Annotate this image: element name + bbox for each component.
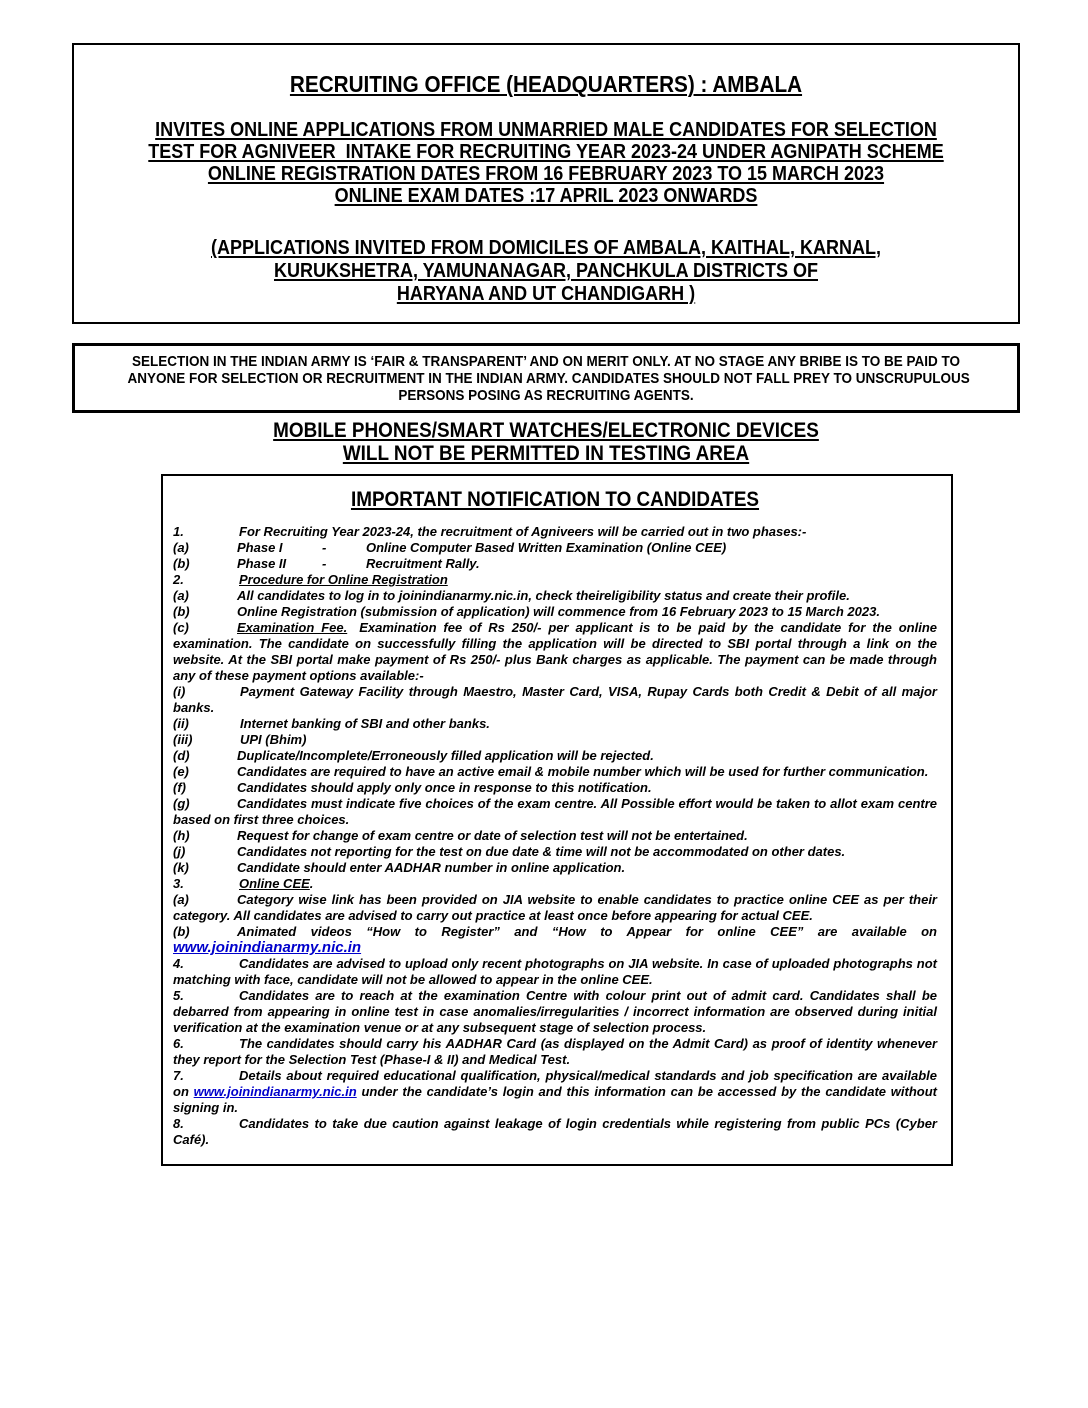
fair-notice-line: ANYONE FOR SELECTION OR RECRUITMENT IN THE INDIAN ARMY. CANDIDATES SHOULD NOT FALL PREY TO UNSCRUPULOUS [127, 370, 970, 387]
fair-selection-notice-box [72, 343, 1020, 413]
mobile-warning-line: WILL NOT BE PERMITTED IN TESTING AREA [342, 442, 750, 465]
para-label: (h) [173, 828, 190, 843]
para-text: Duplicate/Incomplete/Erroneously filled application will be rejected. [237, 748, 654, 763]
payment-option [173, 684, 937, 716]
item-number: 1. [173, 524, 184, 539]
mobile-warning [72, 419, 1020, 465]
para-text: Candidate should enter AADHAR number in online application. [237, 860, 626, 875]
domicile-line: HARYANA AND UT CHANDIGARH ) [396, 283, 696, 305]
phase-row [173, 540, 937, 556]
para-text: Payment Gateway Facility through Maestro, Master Card, VISA, Rupay Cards both Credit & Debit of all major banks. [173, 684, 937, 715]
phase-desc: Recruitment Rally. [366, 556, 480, 571]
item-2-para-g [173, 796, 937, 828]
para-text: UPI (Bhim) [240, 732, 307, 747]
notification-box [161, 474, 953, 1166]
phase-desc: Online Computer Based Written Examination (Online CEE) [366, 540, 727, 555]
para-text: Candidates must indicate five choices of the exam centre. All Possible effort would be taken to allot exam centre based on first three choices. [173, 796, 937, 827]
item-1-text: For Recruiting Year 2023-24, the recruitment of Agniveers will be carried out in two phases:- [239, 524, 807, 539]
para-label: (e) [173, 764, 189, 779]
phase-name: Phase II [237, 556, 287, 571]
item-3-heading [173, 876, 937, 892]
para-label: (f) [173, 780, 186, 795]
item-2-para-c [173, 620, 937, 684]
item-6 [173, 1036, 937, 1068]
para-label: (ii) [173, 716, 189, 731]
invitation-line: TEST FOR AGNIVEER INTAKE FOR RECRUITING YEAR 2023-24 UNDER AGNIPATH SCHEME [148, 141, 944, 163]
para-label: (b) [173, 556, 190, 571]
phase-dash: - [322, 556, 327, 571]
item-2-para-b [173, 604, 937, 620]
phase-name: Phase I [237, 540, 283, 555]
item-number: 7. [173, 1068, 184, 1083]
item-3-link-line [173, 940, 937, 956]
item-2-para-k [173, 860, 937, 876]
item-number: 3. [173, 876, 184, 891]
item-number: 8. [173, 1116, 184, 1131]
para-text: Category wise link has been provided on JIA website to enable candidates to practice online CEE as per their category. All candidates are advised to carry out practice at least once before appearing for actual CEE. [173, 892, 937, 923]
item-number: 2. [173, 572, 184, 587]
para-text: Candidates should apply only once in response to this notification. [237, 780, 652, 795]
para-text: The candidates should carry his AADHAR Card (as displayed on the Admit Card) as proof of identity whenever they report for the Selection Test (Phase-I & II) and Medical Test. [173, 1036, 937, 1067]
notification-heading-text: IMPORTANT NOTIFICATION TO CANDIDATES [350, 488, 760, 511]
para-label: (d) [173, 748, 190, 763]
item-7 [173, 1068, 937, 1116]
item-2-para-j [173, 844, 937, 860]
para-label: (i) [173, 684, 186, 699]
para-text: Examination fee of Rs 250/- per applicant is to be paid by the candidate for the online examination. The candidate on successfully filling the application will be directed to SBI portal through a link on the website. At the SBI portal make payment of Rs 250/- plus Bank charges as applicable. The payment can be made through any of these payment options available:- [173, 620, 938, 683]
mobile-warning-line: MOBILE PHONES/SMART WATCHES/ELECTRONIC DEVICES [273, 419, 819, 442]
join-indian-army-link[interactable]: www.joinindianarmy.nic.in [173, 939, 362, 956]
item-number: 5. [173, 988, 184, 1003]
item-2-heading [173, 572, 937, 588]
para-label: (a) [173, 892, 189, 907]
phase-dash: - [322, 540, 327, 555]
para-label: (a) [173, 540, 189, 555]
para-text: under the candidate’s login and this information can be accessed by the candidate without signing in. [173, 1084, 937, 1115]
para-text: Candidates are required to have an active email & mobile number which will be used for further communication. [237, 764, 929, 779]
item-4 [173, 956, 937, 988]
invitation-line: ONLINE EXAM DATES :17 APRIL 2023 ONWARDS [334, 185, 758, 207]
para-text: Candidates not reporting for the test on due date & time will not be accommodated on other dates. [237, 844, 846, 859]
invitation-line: ONLINE REGISTRATION DATES FROM 16 FEBRUARY 2023 TO 15 MARCH 2023 [207, 163, 885, 185]
para-label: (iii) [173, 732, 193, 747]
invitation-paragraph [76, 119, 1016, 207]
invitation-line: INVITES ONLINE APPLICATIONS FROM UNMARRIED MALE CANDIDATES FOR SELECTION [155, 119, 937, 141]
para-text: Candidates are advised to upload only recent photographs on JIA website. In case of uploaded photographs not matching with face, candidate will not be allowed to appear in the online CEE. [173, 956, 937, 987]
para-text: All candidates to log in to joinindianarmy.nic.in, check theireligibility status and create their profile. [237, 588, 850, 603]
item-5 [173, 988, 937, 1036]
join-indian-army-link[interactable]: www.joinindianarmy.nic.in [193, 1084, 357, 1099]
payment-option [173, 716, 937, 732]
header-box [72, 43, 1020, 324]
phase-row [173, 556, 937, 572]
item-2-para-f [173, 780, 937, 796]
payment-option [173, 732, 937, 748]
para-text: Online Registration (submission of application) will commence from 16 February 2023 to 15 March 2023. [237, 604, 880, 619]
domicile-line: KURUKSHETRA, YAMUNANAGAR, PANCHKULA DISTRICTS OF [273, 260, 818, 282]
para-text: Internet banking of SBI and other banks. [240, 716, 490, 731]
procedure-heading-text: Procedure for Online Registration [239, 572, 448, 587]
para-label: (c) [173, 620, 189, 635]
page-title [76, 71, 1016, 97]
item-number: 6. [173, 1036, 184, 1051]
domicile-line: (APPLICATIONS INVITED FROM DOMICILES OF AMBALA, KAITHAL, KARNAL, [211, 237, 881, 259]
para-text: Candidates are to reach at the examination Centre with colour print out of admit card. Candidates shall be debarred from appearing in online test in case anomalies/irregularities / incorrect information are observed during initial verification at the examination venue or at any subsequent stage of selection process. [173, 988, 937, 1035]
item-number: 4. [173, 956, 184, 971]
item-1-intro [173, 524, 937, 540]
fair-notice-line: SELECTION IN THE INDIAN ARMY IS ‘FAIR & TRANSPARENT’ AND ON MERIT ONLY. AT NO STAGE ANY BRIBE IS TO BE PAID TO [131, 353, 961, 370]
item-2-para-h [173, 828, 937, 844]
item-2-para-d [173, 748, 937, 764]
para-label: (k) [173, 860, 189, 875]
para-text: Details about required educational qualification, physical/medical standards and job specification are available on [173, 1068, 937, 1099]
para-label: (g) [173, 796, 190, 811]
para-label: (b) [173, 604, 190, 619]
item-3-para-a [173, 892, 937, 924]
para-text: Animated videos “How to Register” and “How to Appear for online CEE” are available on [237, 924, 937, 939]
item-8 [173, 1116, 937, 1148]
item-2-para-e [173, 764, 937, 780]
item-2-para-a [173, 588, 937, 604]
para-label: (b) [173, 924, 190, 939]
para-text: Request for change of exam centre or date of selection test will not be entertained. [237, 828, 748, 843]
examination-fee-heading: Examination Fee. [237, 620, 348, 635]
para-label: (j) [173, 844, 186, 859]
recruiting-office-title: RECRUITING OFFICE (HEADQUARTERS) : AMBALA [289, 71, 803, 97]
domicile-paragraph [76, 237, 1016, 306]
heading-period: . [309, 876, 314, 891]
online-cee-heading-text: Online CEE [239, 876, 310, 891]
fair-notice-line: PERSONS POSING AS RECRUITING AGENTS. [398, 387, 694, 404]
para-label: (a) [173, 588, 189, 603]
para-text: Candidates to take due caution against leakage of login credentials while registering from public PCs (Cyber Café). [173, 1116, 937, 1147]
item-3-para-b [173, 924, 937, 940]
notification-heading [173, 488, 937, 512]
